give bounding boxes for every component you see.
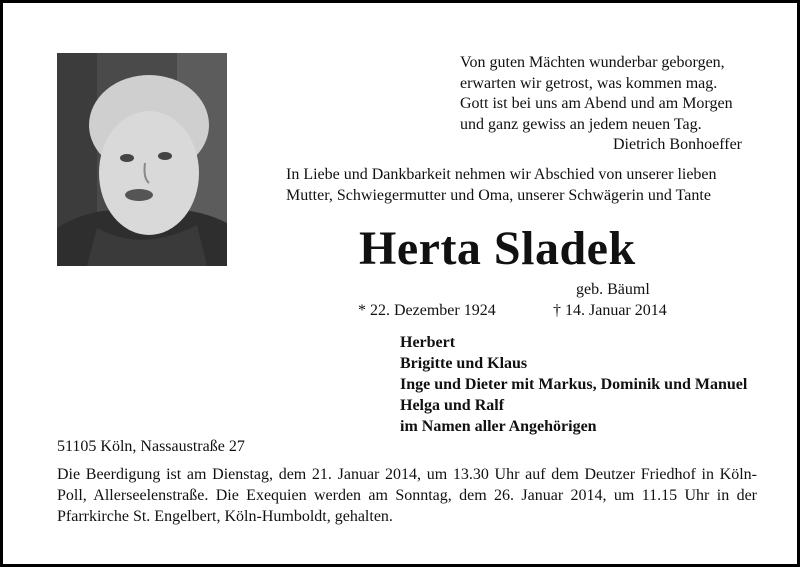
mourner-item: im Namen aller Angehörigen [400, 418, 597, 435]
funeral-line: Poll, Allerseelenstraße. Die Exequien werden am Sonntag, dem 26. Januar 2014, um 11.15 Uhr in der [57, 487, 757, 504]
intro-line: Mutter, Schwiegermutter und Oma, unserer Schwägerin und Tante [286, 187, 711, 204]
intro-line: In Liebe und Dankbarkeit nehmen wir Abschied von unserer lieben [286, 166, 717, 183]
portrait-photo-image [57, 53, 227, 266]
poem-quote [460, 53, 760, 156]
poem-line: Von guten Mächten wunderbar geborgen, [460, 54, 725, 71]
mourner-item: Helga und Ralf [400, 397, 505, 414]
funeral-line: Die Beerdigung ist am Dienstag, dem 21. Januar 2014, um 13.30 Uhr auf dem Deutzer Friedhof in Köln- [57, 466, 757, 483]
maiden-name: geb. Bäuml [576, 281, 650, 298]
mourners-list [400, 332, 747, 437]
mourner-item: Inge und Dieter mit Markus, Dominik und Manuel [400, 376, 748, 393]
poem-line: Gott ist bei uns am Abend und am Morgen [460, 95, 733, 112]
death-date: † 14. Januar 2014 [553, 302, 667, 319]
mourner-item: Herbert [400, 334, 456, 351]
birth-date: * 22. Dezember 1924 [358, 302, 496, 319]
deceased-name: Herta Sladek [359, 222, 636, 275]
intro-text [286, 164, 766, 206]
address: 51105 Köln, Nassaustraße 27 [57, 438, 245, 455]
poem-line: und ganz gewiss an jedem neuen Tag. [460, 115, 702, 133]
funeral-line: Pfarrkirche St. Engelbert, Köln-Humboldt, gehalten. [57, 508, 393, 525]
funeral-details [57, 464, 757, 527]
poem-line: erwarten wir getrost, was kommen mag. [460, 74, 718, 92]
mourner-item: Brigitte und Klaus [400, 355, 528, 372]
portrait-photo [57, 53, 227, 266]
poem-author: Dietrich Bonhoeffer [613, 136, 742, 153]
